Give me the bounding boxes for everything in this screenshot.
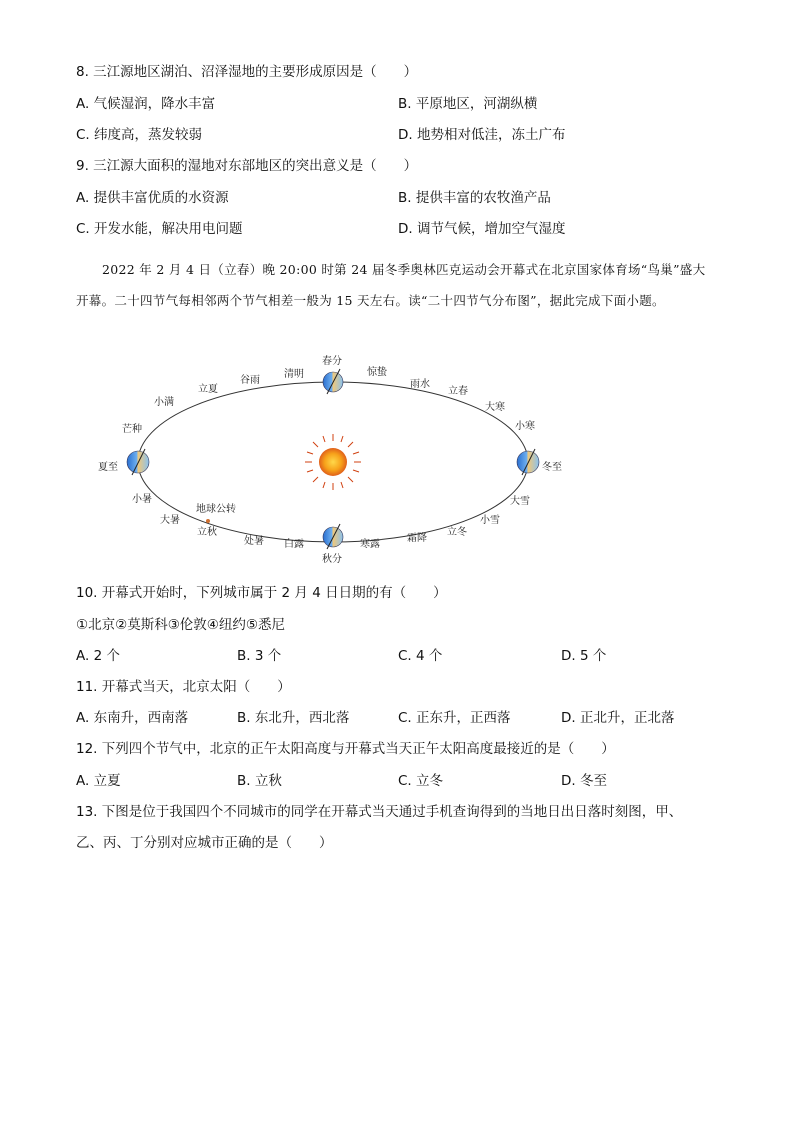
- term-shuangjiang: 霜降: [407, 533, 427, 544]
- q11-option-d[interactable]: D. 正北升，正北落: [561, 710, 675, 726]
- q9-option-c[interactable]: C. 开发水能，解决用电问题: [76, 221, 243, 237]
- term-yushui: 雨水: [410, 379, 430, 390]
- q10-cities: ①北京②莫斯科③伦敦④纽约⑤悉尼: [76, 617, 286, 633]
- passage-text: 2022 年 2 月 4 日（立春）晚 20:00 时第 24 届冬季奥林匹克运动会开幕式在北京国家体育场“鸟巢”盛大开幕。二十四节气每相邻两个节气相差一般为 15 天左右。读“二十四节气分布图”，据此完成下面小题。: [76, 262, 706, 308]
- solar-terms-diagram: [90, 350, 590, 575]
- q8-option-d[interactable]: D. 地势相对低洼，冻土广布: [398, 127, 566, 143]
- q10-option-b[interactable]: B. 3 个: [237, 648, 282, 664]
- q12-option-d[interactable]: D. 冬至: [561, 773, 607, 789]
- term-lichun: 立春: [448, 386, 468, 397]
- q12-option-c[interactable]: C. 立冬: [398, 773, 444, 789]
- term-qingming: 清明: [284, 369, 304, 380]
- q11-option-b[interactable]: B. 东北升，西北落: [237, 710, 350, 726]
- q9-option-b[interactable]: B. 提供丰富的农牧渔产品: [398, 190, 551, 206]
- term-lidong: 立冬: [447, 527, 467, 538]
- q9-option-d[interactable]: D. 调节气候，增加空气湿度: [398, 221, 566, 237]
- q10-stem: 10. 开幕式开始时，下列城市属于 2 月 4 日日期的有（ ）: [76, 585, 447, 601]
- q11-option-a[interactable]: A. 东南升，西南落: [76, 710, 189, 726]
- q8-stem: 8. 三江源地区湖泊、沼泽湿地的主要形成原因是（ ）: [76, 64, 418, 80]
- term-daxue: 大雪: [510, 496, 530, 507]
- q10-option-c[interactable]: C. 4 个: [398, 648, 443, 664]
- q11-option-c[interactable]: C. 正东升，正西落: [398, 710, 511, 726]
- term-guyu: 谷雨: [240, 375, 260, 386]
- orbit-label: 地球公转: [196, 504, 236, 515]
- term-hanlu: 寒露: [360, 539, 380, 550]
- globe-chunfen-icon: [323, 369, 343, 394]
- globe-dongzhi-icon: [517, 449, 539, 475]
- q11-stem: 11. 开幕式当天，北京太阳（ ）: [76, 679, 291, 695]
- q13-stem-line1: 13. 下图是位于我国四个不同城市的同学在开幕式当天通过手机查询得到的当地日出日落时刻图，甲、: [76, 804, 683, 820]
- term-xiaohan: 小寒: [515, 421, 535, 432]
- term-dashu: 大暑: [160, 515, 180, 526]
- q8-option-c[interactable]: C. 纬度高，蒸发较弱: [76, 127, 203, 143]
- term-xiaoxue: 小雪: [480, 515, 500, 526]
- sun-icon: [305, 434, 361, 490]
- term-mangzhong: 芒种: [122, 424, 142, 435]
- term-chushu: 处暑: [244, 536, 264, 547]
- q12-option-b[interactable]: B. 立秋: [237, 773, 282, 789]
- orbit-marker: [206, 519, 210, 523]
- q8-option-a[interactable]: A. 气候湿润，降水丰富: [76, 96, 216, 112]
- term-dahan: 大寒: [485, 402, 505, 413]
- term-xiaoshu: 小暑: [132, 494, 152, 505]
- q9-option-a[interactable]: A. 提供丰富优质的水资源: [76, 190, 229, 206]
- term-jingzhe: 惊蛰: [367, 367, 387, 378]
- q8-option-b[interactable]: B. 平原地区，河湖纵横: [398, 96, 538, 112]
- q13-stem-line2: 乙、丙、丁分别对应城市正确的是（ ）: [76, 835, 333, 851]
- term-lixia: 立夏: [198, 384, 218, 395]
- q12-stem: 12. 下列四个节气中，北京的正午太阳高度与开幕式当天正午太阳高度最接近的是（ ）: [76, 741, 615, 757]
- term-xiaoman: 小满: [154, 397, 174, 408]
- term-xiazhi: 夏至: [98, 462, 118, 473]
- term-dongzhi: 冬至: [542, 462, 562, 473]
- term-qiufen: 秋分: [322, 554, 342, 565]
- q9-stem: 9. 三江源大面积的湿地对东部地区的突出意义是（ ）: [76, 158, 418, 174]
- term-bailu: 白露: [284, 539, 304, 550]
- globe-qiufen-icon: [323, 524, 343, 549]
- globe-xiazhi-icon: [127, 449, 149, 475]
- q12-option-a[interactable]: A. 立夏: [76, 773, 121, 789]
- term-chunfen: 春分: [322, 356, 342, 367]
- q10-option-a[interactable]: A. 2 个: [76, 648, 120, 664]
- q10-option-d[interactable]: D. 5 个: [561, 648, 607, 664]
- term-liqiu: 立秋: [197, 527, 217, 538]
